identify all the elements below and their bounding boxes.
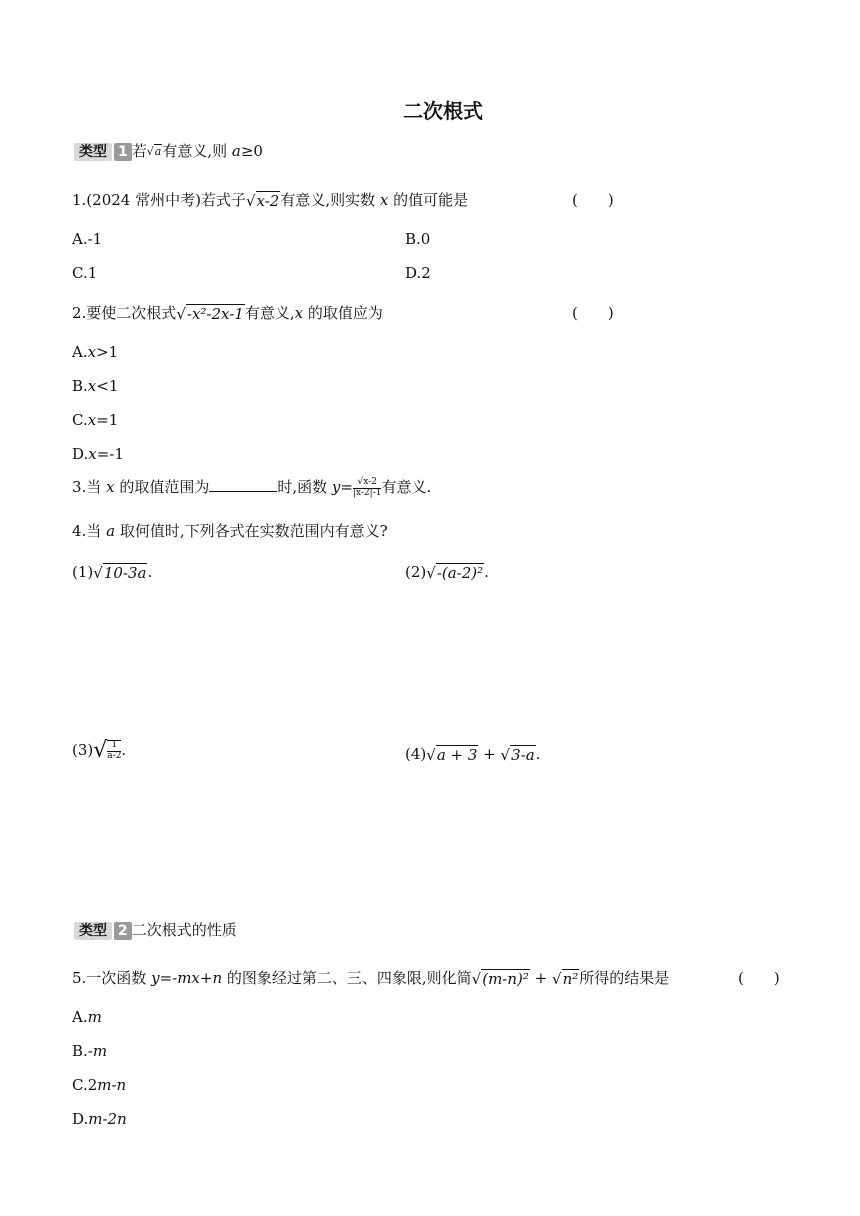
option-b: B.x<1 (72, 377, 119, 395)
section-2-header (74, 921, 237, 940)
option-b: B.0 (405, 230, 431, 248)
question-4-part-3: (3)√ $\frac{1}{a-2}$ . (72, 738, 127, 763)
fraction: $\frac{√x-2}{|x-2|-1}$ (352, 476, 382, 498)
answer-blank (209, 477, 277, 492)
sqrt-expression: √-x²-2x-1 (176, 305, 244, 323)
sqrt-expression: √a (146, 145, 162, 159)
option-d: D.x=-1 (72, 445, 124, 463)
option-d: D.m-2n (72, 1110, 127, 1128)
option-c: C.2m-n (72, 1076, 127, 1094)
question-4-part-1: (1)√10-3a. (72, 563, 153, 582)
option-a: A.-1 (72, 230, 103, 248)
question-4-part-2: (2)√-(a-2)². (405, 563, 489, 582)
option-a: A.x>1 (72, 343, 119, 361)
question-3: 3.当 x 的取值范围为 时,函数 y= $\frac{√x-2}{|x-2|-1}$ 有意义. (72, 476, 432, 498)
section-text: 二次根式的性质 (131, 921, 237, 939)
question-4-part-4: (4)√a + 3 + √3-a. (405, 745, 541, 764)
sqrt-expression: √(m-n)² (471, 970, 529, 988)
answer-paren: ( ) (572, 304, 614, 322)
section-1-header: 类型 1 若√a有意义,则 a≥0 (74, 142, 263, 161)
question-5: 5.一次函数 y=-mx+n 的图象经过第二、三、四象限,则化简√(m-n)² + √n²所得的结果是 (72, 969, 670, 988)
sqrt-expression: √n² (552, 970, 579, 988)
option-a: A.m (72, 1008, 102, 1026)
question-4: 4.当 a 取何值时,下列各式在实数范围内有意义? (72, 522, 388, 540)
sqrt-expression: √x-2 (245, 192, 280, 210)
question-1: 1.(2024 常州中考)若式子√x-2有意义,则实数 x 的值可能是 (72, 191, 469, 210)
section-text: 若 (131, 142, 147, 160)
option-c: C.1 (72, 264, 98, 282)
section-type-badge: 类型 (74, 922, 112, 941)
section-type-badge: 类型 (74, 143, 112, 162)
option-c: C.x=1 (72, 411, 119, 429)
section-text: 有意义,则 (162, 142, 232, 160)
answer-paren: ( ) (572, 191, 614, 209)
answer-paren: ( ) (738, 969, 780, 987)
page-title: 二次根式 (403, 99, 483, 123)
option-d: D.2 (405, 264, 431, 282)
option-b: B.-m (72, 1042, 108, 1060)
question-2: 2.要使二次根式√-x²-2x-1有意义,x 的取值应为 (72, 304, 383, 323)
section-number-badge: 2 (114, 922, 132, 941)
section-number-badge: 1 (114, 143, 132, 162)
